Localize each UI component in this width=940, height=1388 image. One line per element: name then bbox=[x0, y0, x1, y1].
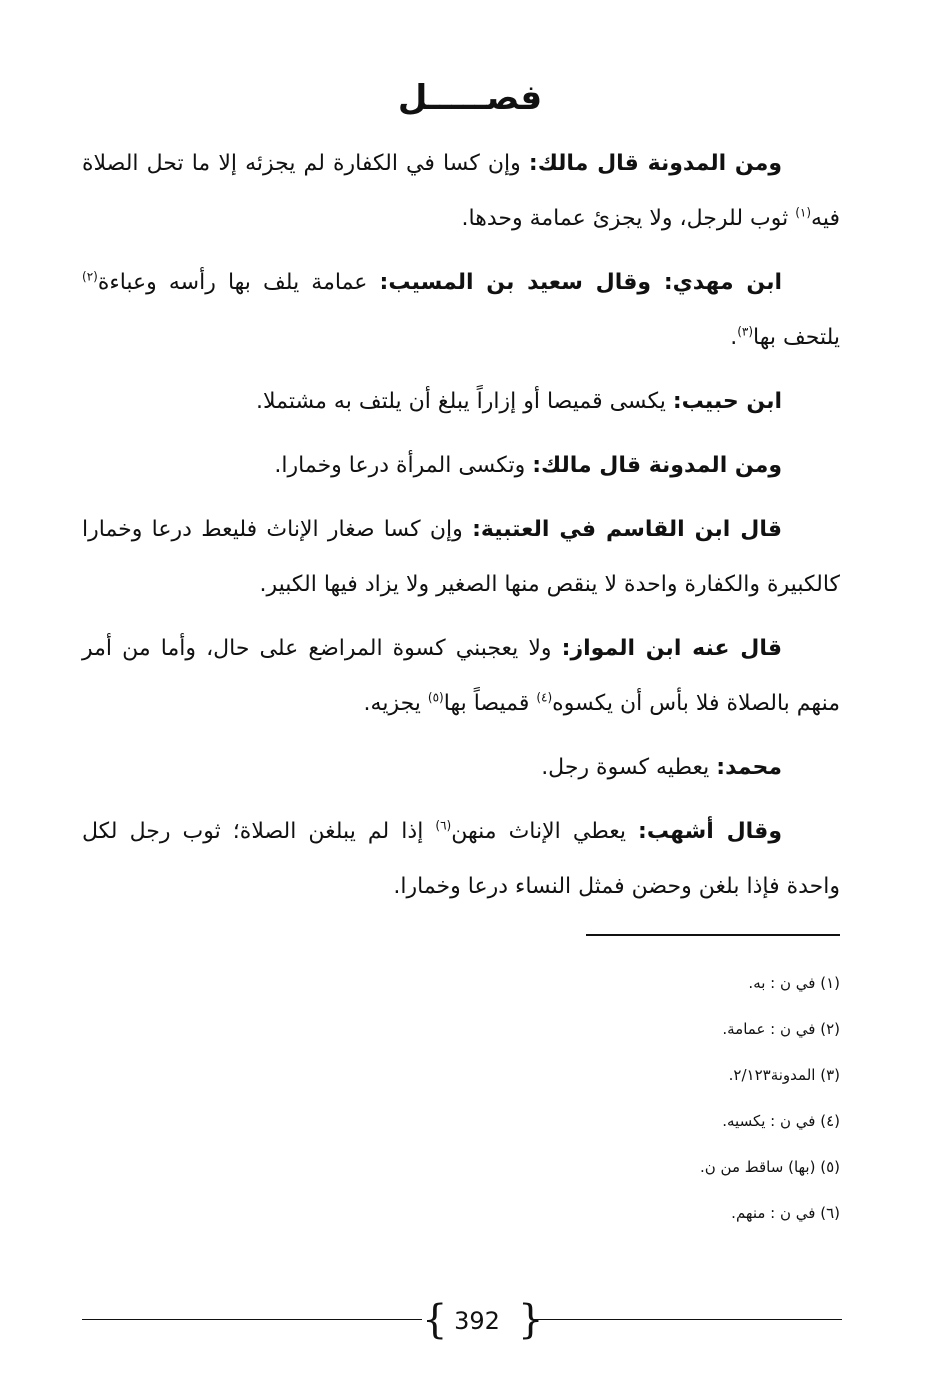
footnote-ref: (٢) bbox=[82, 269, 98, 284]
page-footer bbox=[82, 1296, 842, 1346]
footer-rule-right bbox=[532, 1319, 842, 1320]
paragraph bbox=[82, 374, 840, 429]
paragraph bbox=[82, 438, 840, 493]
paragraph bbox=[82, 804, 840, 914]
body-text bbox=[82, 136, 840, 923]
paragraph-text: إذا لم يبلغن الصلاة؛ ثوب رجل لكل واحدة فإذا بلغن وحضن فمثل النساء درعا وخمارا. bbox=[82, 819, 840, 899]
paragraph-text: يلتحف بها bbox=[753, 325, 840, 350]
paragraph-text: يعطي الإناث منهن bbox=[451, 819, 639, 844]
paragraph-text: . bbox=[730, 325, 738, 350]
paragraph-text: وإن كسا في الكفارة لم يجزئه إلا ما تحل الصلاة فيه bbox=[82, 151, 840, 231]
section-heading: فصـــــل bbox=[397, 78, 543, 118]
paragraph bbox=[82, 255, 840, 365]
paragraph-lead: قال عنه ابن المواز: bbox=[561, 636, 782, 661]
paragraph bbox=[82, 136, 840, 246]
footnote-ref: (١) bbox=[795, 205, 812, 220]
paragraph-text: قميصاً بها bbox=[443, 691, 537, 716]
paragraph bbox=[82, 740, 840, 795]
paragraph bbox=[82, 502, 840, 612]
footnote: (٦) في ن : منهم. bbox=[731, 1204, 840, 1222]
footnotes bbox=[560, 960, 840, 1236]
footnote: (٢) في ن : عمامة. bbox=[722, 1020, 840, 1038]
paragraph-text: وتكسى المرأة درعا وخمارا. bbox=[274, 453, 533, 478]
paragraph-lead: ومن المدونة قال مالك: bbox=[532, 453, 782, 478]
footer-rule-left bbox=[82, 1319, 422, 1320]
footnote-ref: (٤) bbox=[536, 690, 553, 705]
footnote: (٤) في ن : يكسيه. bbox=[722, 1112, 840, 1130]
page-number: 392 bbox=[454, 1307, 500, 1335]
paragraph-lead: ابن حبيب: bbox=[672, 389, 782, 414]
paragraph-lead: ومن المدونة قال مالك: bbox=[528, 151, 782, 176]
paragraph-text: ثوب للرجل، ولا يجزئ عمامة وحدها. bbox=[461, 206, 796, 231]
paragraph-lead: ابن مهدي: وقال سعيد بن المسيب: bbox=[379, 270, 782, 295]
paragraph-text: عمامة يلف بها رأسه وعباءة bbox=[97, 270, 380, 295]
footnote-divider bbox=[586, 934, 840, 936]
page-number-bracket-open: { bbox=[422, 1297, 448, 1343]
paragraph-text: وإن كسا صغار الإناث فليعط درعا وخمارا كالكبيرة والكفارة واحدة لا ينقص منها الصغير ولا يزاد فيها الكبير. bbox=[82, 517, 840, 597]
footnote: (١) في ن : به. bbox=[748, 974, 840, 992]
paragraph-text: يعطيه كسوة رجل. bbox=[541, 755, 717, 780]
footnote-ref: (٣) bbox=[737, 324, 754, 339]
paragraph-lead: قال ابن القاسم في العتبية: bbox=[472, 517, 782, 542]
page-number-bracket-close: } bbox=[518, 1297, 544, 1343]
paragraph-text: يكسى قميصا أو إزاراً يبلغ أن يلتف به مشتملا. bbox=[256, 389, 673, 414]
paragraph-text: ولا يعجبني كسوة المراضع على حال، وأما من أمر منهم بالصلاة فلا بأس أن يكسوه bbox=[82, 636, 840, 716]
footnote-ref: (٦) bbox=[435, 818, 452, 833]
paragraph-lead: وقال أشهب: bbox=[638, 819, 782, 844]
paragraph-lead: محمد: bbox=[716, 755, 782, 780]
footnote-ref: (٥) bbox=[427, 690, 444, 705]
footnote: (٣) المدونة٢/١٢٣. bbox=[728, 1066, 840, 1084]
paragraph-text: يجزيه. bbox=[363, 691, 428, 716]
paragraph bbox=[82, 621, 840, 731]
footnote: (٥) (بها) ساقط من ن. bbox=[700, 1158, 840, 1176]
